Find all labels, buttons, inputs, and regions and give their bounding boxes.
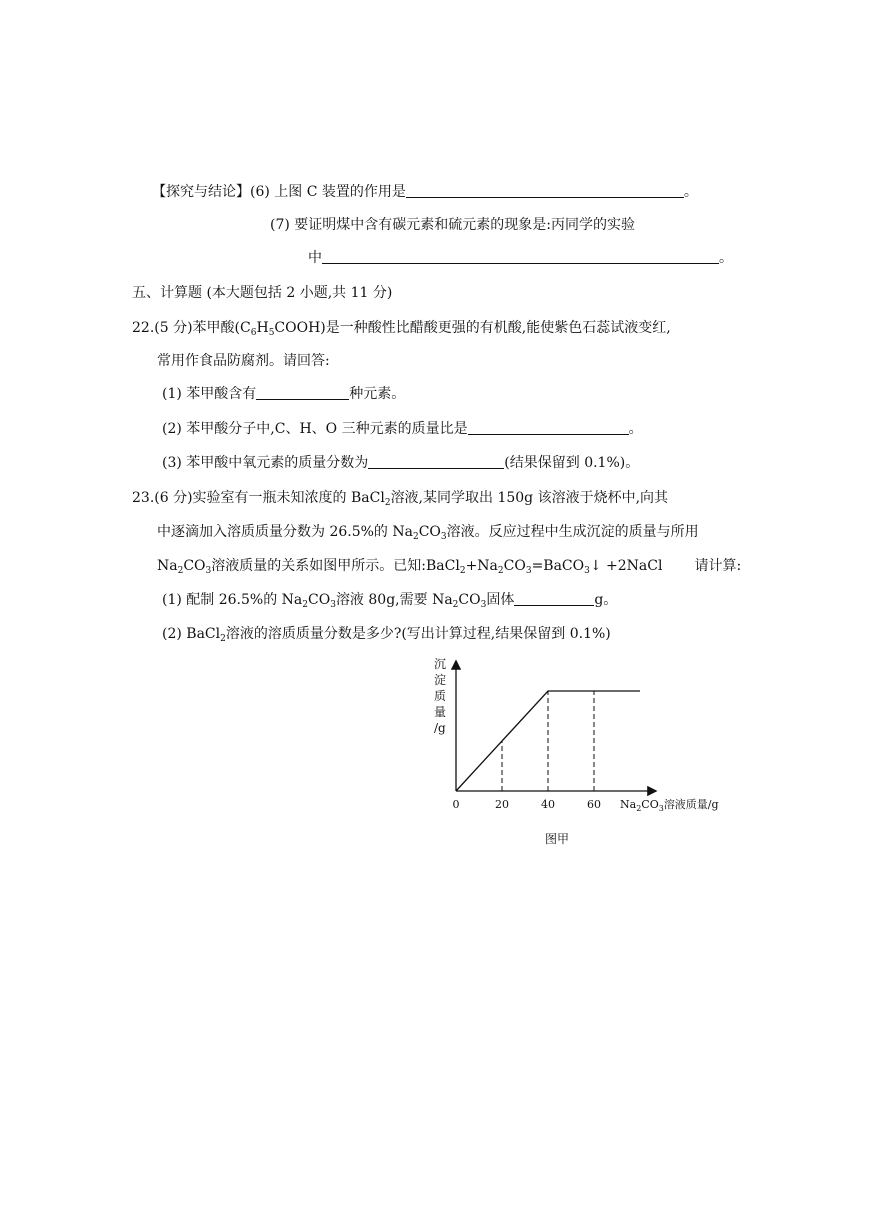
q6-answer-blank[interactable] — [406, 183, 684, 198]
q22-part2-blank[interactable] — [468, 420, 629, 435]
y-label-char: 沉 — [434, 657, 447, 671]
figure-caption: 图甲 — [545, 832, 570, 846]
q22-part1-blank[interactable] — [256, 385, 349, 400]
q7-line — [270, 216, 635, 234]
q23-line3: $Na_2CO_3$溶液质量的关系如图甲所示。已知$:BaCl_2+Na_2CO_3=BaCO_3↓$ +2NaCl 请计算: — [157, 558, 742, 576]
q22-line1: 22.(5 分)苯甲酸$(C_6H_5COOH)$是一种酸性比醋酸更强的有机酸,能使紫色石蕊试液变红, — [132, 320, 671, 338]
q7-text: (7) 要证明煤中含有碳元素和硫元素的现象是:丙同学的实验 — [270, 217, 635, 233]
q22-part3: (3) 苯甲酸中氧元素的质量分数为 (结果保留到 0.1%)。 — [162, 455, 640, 471]
q23-part1: (1) 配制 26.5%的 $Na_2CO_3$溶液 80g,需要 $Na_2CO_3$固体 g。 — [162, 592, 618, 610]
q22-part3-blank[interactable] — [368, 454, 504, 469]
q23-part1-blank[interactable] — [514, 591, 594, 606]
y-label-char: 淀 — [434, 673, 447, 687]
x-axis-label: $Na_2CO_3$溶液质量/g — [620, 798, 719, 813]
q23-part2: (2) BaCl$_2$溶液的溶质质量分数是多少?(写出计算过程,结果保留到 0.1%) — [162, 626, 611, 644]
q23-line2: 中逐滴加入溶质质量分数为 26.5%的 $Na_2CO_3$溶液。反应过程中生成沉淀的质量与所用 — [157, 524, 699, 542]
q7-answer-blank[interactable] — [322, 249, 719, 264]
q22-part1: (1) 苯甲酸含有 种元素。 — [162, 386, 406, 402]
x-tick-label: 60 — [587, 798, 601, 811]
q6-label: 【探究与结论】 — [152, 184, 250, 200]
section5-title: 五、计算题 (本大题包括 2 小题,共 11 分) — [132, 285, 393, 301]
q22-line2: 常用作食品防腐剂。请回答: — [157, 353, 330, 369]
q23-line1: 23.(6 分)实验室有一瓶未知浓度的 BaCl$_2$溶液,某同学取出 150g 该溶液于烧杯中,向其 — [132, 490, 669, 508]
x-tick-label: 20 — [495, 798, 509, 811]
y-label-char: 量 — [434, 705, 447, 719]
y-axis-label — [434, 657, 446, 735]
q6-line: 【探究与结论】(6) 上图 C 装置的作用是 。 — [152, 184, 698, 200]
q22-part2: (2) 苯甲酸分子中,C、H、O 三种元素的质量比是 。 — [162, 421, 643, 437]
figure-jia-chart — [420, 650, 750, 850]
q6-text: (6) 上图 C 装置的作用是 — [250, 184, 406, 200]
y-label-char: /g — [434, 721, 446, 735]
x-tick-label: 40 — [541, 798, 555, 811]
x-tick-label: 0 — [452, 798, 460, 811]
q7-cont-line: 中 。 — [308, 250, 733, 266]
y-label-char: 质 — [434, 689, 447, 703]
